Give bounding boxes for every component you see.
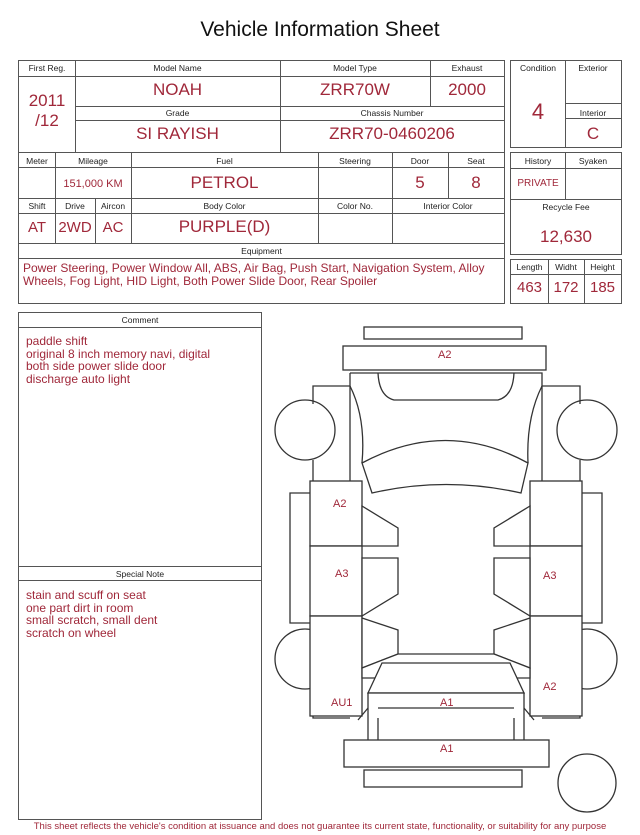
- body-color: PURPLE(D): [178, 217, 271, 236]
- left-rear-door: [310, 546, 362, 616]
- first-reg-label: First Reg.: [28, 63, 66, 73]
- condition-box: [510, 60, 622, 148]
- history-box: [510, 152, 622, 255]
- steering-label: Steering: [339, 156, 371, 166]
- meter-label: Meter: [26, 156, 48, 166]
- chassis-label: Chassis Number: [360, 108, 424, 118]
- door: 5: [415, 173, 425, 192]
- aircon-label: Aircon: [100, 201, 126, 211]
- width: 172: [553, 279, 579, 296]
- front-bumper-top: [364, 327, 522, 339]
- height: 185: [589, 279, 616, 296]
- spare-wheel: [558, 754, 616, 812]
- right-front-door: [530, 481, 582, 546]
- length: 463: [516, 279, 543, 296]
- mileage-label: Mileage: [78, 156, 108, 166]
- syaken-label: Syaken: [578, 156, 608, 166]
- model-type-label: Model Type: [333, 63, 377, 73]
- damage-mark-roof-front: A2: [438, 349, 452, 361]
- comment-box: [18, 312, 262, 820]
- history: PRIVATE: [517, 178, 559, 189]
- fuel-label: Fuel: [216, 156, 233, 166]
- damage-mark-right-rear-quarter: A2: [543, 681, 557, 693]
- comment-line: discharge auto light: [26, 371, 131, 386]
- comment-line: both side power slide door: [26, 359, 167, 373]
- height-label: Height: [590, 262, 615, 272]
- damage-mark-rear-bumper: A1: [440, 743, 454, 755]
- exterior-label: Exterior: [578, 63, 608, 73]
- equipment-label: Equipment: [241, 246, 282, 256]
- interior-color-label: Interior Color: [423, 201, 473, 211]
- tailgate: [368, 663, 524, 693]
- recycle-fee: 12,630: [540, 227, 592, 246]
- drive-label: Drive: [65, 201, 85, 211]
- chassis-number: ZRR70-0460206: [329, 124, 455, 143]
- history-label: History: [524, 156, 552, 166]
- shift: AT: [27, 219, 47, 236]
- interior-grade: C: [586, 124, 600, 143]
- comment-line: paddle shift: [26, 334, 88, 348]
- condition-grade: 4: [531, 99, 545, 124]
- special-note-line: scratch on wheel: [26, 625, 117, 640]
- page-title: Vehicle Information Sheet: [200, 18, 440, 41]
- model-type: ZRR70W: [320, 80, 390, 99]
- damage-mark-left-front-door: A2: [333, 498, 347, 510]
- first-reg-year: 2011: [28, 91, 66, 110]
- width-label: Widht: [555, 262, 577, 272]
- drive: 2WD: [58, 219, 92, 236]
- special-note-text: [26, 589, 258, 639]
- seat-label: Seat: [467, 156, 485, 166]
- damage-mark-right-rear-door: A3: [543, 570, 557, 582]
- model-name: NOAH: [152, 80, 203, 99]
- aircon: AC: [102, 219, 124, 236]
- shift-label: Shift: [28, 201, 46, 211]
- comment-label: Comment: [121, 315, 159, 325]
- vehicle-info-table: [18, 60, 505, 304]
- length-label: Length: [516, 262, 543, 272]
- left-front-door: [310, 481, 362, 546]
- mileage: 151,000 KM: [63, 178, 123, 190]
- condition-label: Condition: [520, 63, 556, 73]
- body-color-label: Body Color: [203, 201, 246, 211]
- exhaust-label: Exhaust: [451, 63, 483, 73]
- damage-mark-left-rear-door: A3: [335, 568, 349, 580]
- exhaust: 2000: [448, 80, 486, 99]
- dimensions-box: [510, 259, 622, 304]
- grade: SI RAYISH: [136, 124, 219, 143]
- grade-label: Grade: [165, 108, 190, 118]
- front-left-wheel: [275, 400, 335, 460]
- model-name-label: Model Name: [153, 63, 202, 73]
- disclaimer: This sheet reflects the vehicle's condition at issuance and does not guarantee its current state, functionality, or suitability for any purpose: [33, 821, 607, 832]
- interior-label: Interior: [579, 108, 607, 118]
- front-right-wheel: [557, 400, 617, 460]
- damage-mark-tailgate: A1: [440, 697, 454, 709]
- comment-text: [26, 335, 258, 385]
- seat: 8: [471, 173, 481, 192]
- fuel: PETROL: [190, 173, 259, 192]
- right-rear-quarter: [530, 616, 582, 716]
- special-note-label: Special Note: [115, 569, 165, 579]
- special-note-line: stain and scuff on seat: [26, 588, 146, 602]
- equipment-list: Power Steering, Power Window All, ABS, Air Bag, Push Start, Navigation System, Alloy Wheels, Fog Light, HID Light, Both Power Slide Door, Rear Spoiler: [23, 261, 485, 288]
- special-note-line: one part dirt in room: [26, 600, 134, 615]
- first-reg-month: /12: [35, 111, 59, 130]
- special-note-line: small scratch, small dent: [26, 613, 158, 627]
- door-label: Door: [410, 156, 430, 166]
- recycle-fee-label: Recycle Fee: [542, 202, 590, 212]
- vehicle-damage-diagram: [266, 318, 628, 823]
- damage-mark-left-rear-quarter: AU1: [331, 697, 353, 709]
- color-no-label: Color No.: [337, 201, 373, 211]
- windshield: [362, 441, 528, 494]
- comment-line: original 8 inch memory navi, digital: [26, 346, 211, 361]
